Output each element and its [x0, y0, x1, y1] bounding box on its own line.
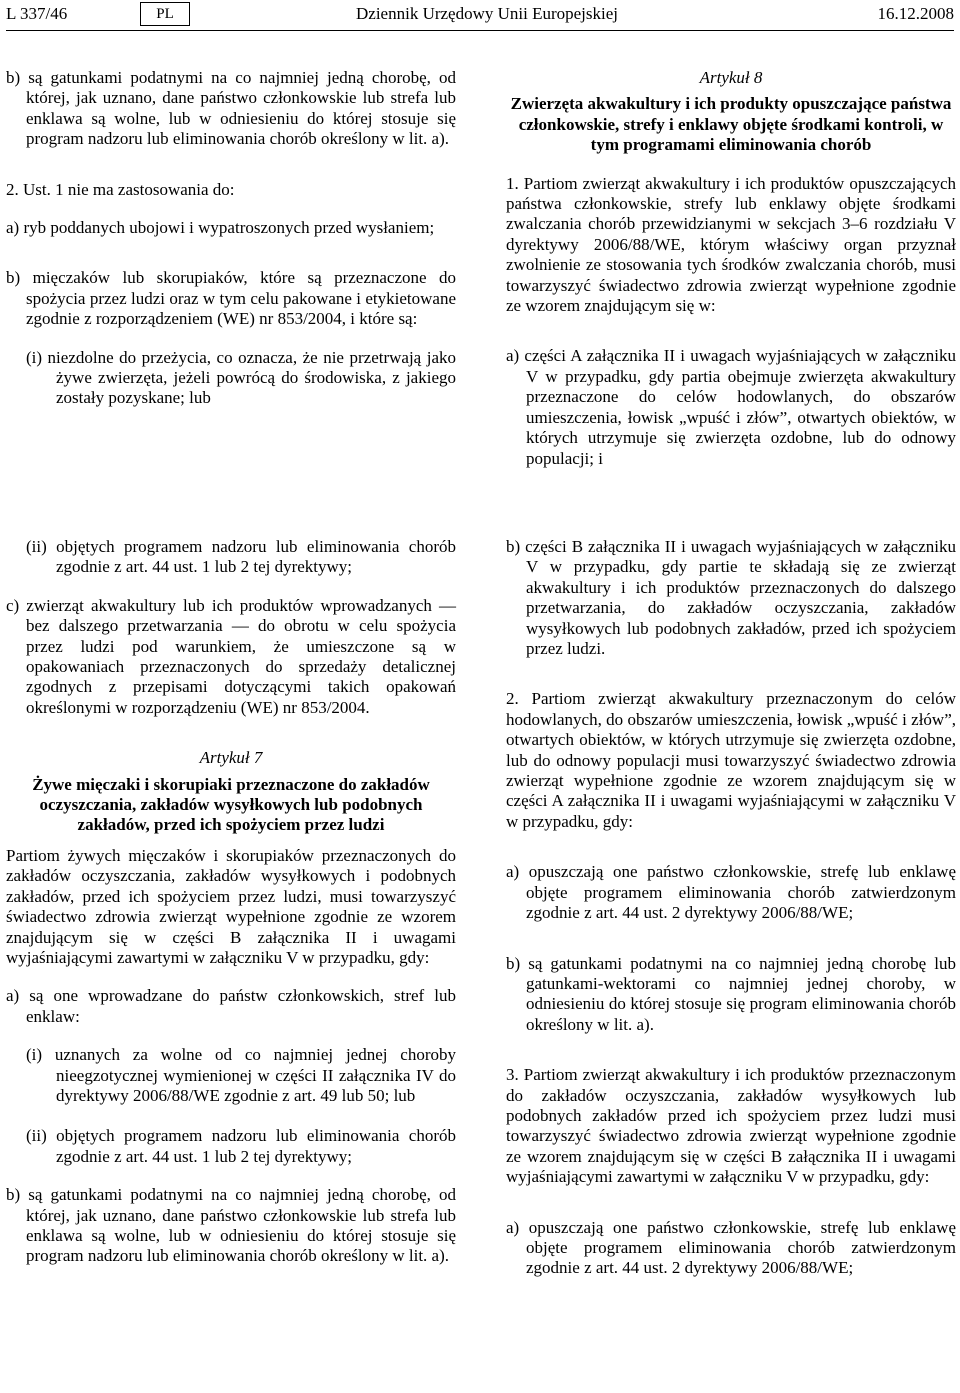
- journal-title: Dziennik Urzędowy Unii Europejskiej: [356, 4, 619, 23]
- point-b-text: b) są gatunkami podatnymi na co najmniej jedną chorobę lub gatunkami-wektorami co najmniej jednej choroby, w odniesieniu do której stosuje się program eliminowania chorób określony w lit. a).: [506, 953, 956, 1034]
- subpoint-i-text: (i) uznanych za wolne od co najmniej jednej choroby nieegzotycznej wymienionej w części II załącznika IV do dyrektywy 2006/88/WE zgodnie z art. 49 lub 50; lub: [26, 1045, 456, 1105]
- article-7-title: Artykuł 7: [199, 748, 263, 768]
- article-8-title: Artykuł 8: [699, 68, 763, 87]
- header-rule: [6, 30, 954, 31]
- point-a-text: a) ryb poddanych ubojowi i wypatroszonych przed wysłaniem;: [6, 218, 435, 238]
- subpoint-ii-text: (ii) objętych programem nadzoru lub eliminowania chorób zgodnie z art. 44 ust. 1 lub 2 tej dyrektywy;: [26, 537, 456, 577]
- right-column-bottom: [506, 537, 956, 1279]
- article-7-heading: Żywe mięczaki i skorupiaki przeznaczone do zakładów oczyszczania, zakładów wysyłkowych lub podobnych zakładów, przed ich spożyciem przez ludzi: [32, 774, 430, 835]
- paragraph-2: 2. Partiom zwierząt akwakultury przeznaczonym do celów hodowlanych, do obszarów umieszczenia, łowisk „wpuść i złów”, otwartych obiektów, w których utrzymuje się zwierzęta ozdobne, lub do odnowy populacji musi towarzyszyć świadectwo zdrowia zwierząt wypełnione zgodnie ze wzorem znajdującym się w części A załącznika II i uwagami wyjaśniającymi w załączniku V w przypadku, gdy:: [506, 689, 956, 831]
- point-b-text: b) części B załącznika II i uwagach wyjaśniających w załączniku V w przypadku, gdy partie te składają się ze zwierząt akwakultury i ich produktów przeznaczonych do dalszego przetwarzania, do zakładów oczyszczania, zakładów wysyłkowych lub podobnych zakładów, przed ich spożyciem przez ludzi.: [506, 537, 956, 659]
- right-column-top: [506, 68, 956, 469]
- subpoint-i-text: (i) niezdolne do przeżycia, co oznacza, że nie przetrwają jako żywe zwierzęta, jeżeli powrócą do środowiska, z jakiego zostały pozyskane; lub: [26, 347, 456, 408]
- point-a-text: a) są one wprowadzane do państw członkowskich, stref lub enklaw:: [6, 986, 456, 1026]
- page-header: [6, 2, 954, 24]
- paragraph-1: 1. Partiom zwierząt akwakultury i ich produktów opuszczających państwa członkowskie, strefy lub enklawy objęte środkami zwalczania chorób przewidzianymi w sekcjach 3–6 rozdziału V dyrektywy 2006/88/WE, którym właściwy organ przyznał zwolnienie ze stosowania tych środków zwalczania chorób, musi towarzyszyć świadectwo zdrowia zwierząt wypełnione zgodnie ze wzorem znajdującym się w:: [506, 173, 956, 316]
- point-b-text: b) mięczaków lub skorupiaków, które są przeznaczone do spożycia przez ludzi oraz w tym celu pakowane i etykietowane zgodnie z rozporządzeniem (WE) nr 853/2004, i które są:: [6, 268, 456, 329]
- article-8-heading: Zwierzęta akwakultury i ich produkty opuszczające państwa członkowskie, strefy i enklawy objęte środkami kontroli, w tym programami eliminowania chorób: [510, 94, 952, 155]
- point-a-text: a) części A załącznika II i uwagach wyjaśniających w załączniku V w przypadku, gdy partia obejmuje zwierzęta akwakultury przeznaczone do celów hodowlanych, do obszarów umieszczenia, łowisk „wpuść i złów”, otwartych obiektów, w których utrzymuje się zwierzęta ozdobne, lub do odnowy populacji; i: [506, 346, 956, 468]
- article-7-body: Partiom żywych mięczaków i skorupiaków przeznaczonych do zakładów oczyszczania, zakładów wysyłkowych i podobnych zakładów, przed ich spożyciem przez ludzi, musi towarzyszyć świadectwo zdrowia zwierząt wypełnione zgodnie ze wzorem znajdującym się w części B załącznika II i uwagami wyjaśniającymi zawartymi w załączniku V w przypadku, gdy:: [6, 845, 456, 967]
- point-c-text: c) zwierząt akwakultury lub ich produktów wprowadzanych — bez dalszego przetwarzania — do obrotu w celu spożycia przez ludzi pod warunkiem, że umieszczone są w opakowaniach przeznaczonych do sprzedaży detalicznej zgodnych z przepisami dotyczącymi takich opakowań określonymi w rozporządzeniu (WE) nr 853/2004.: [6, 595, 456, 717]
- subpoint-ii-text: (ii) objętych programem nadzoru lub eliminowania chorób zgodnie z art. 44 ust. 1 lub 2 tej dyrektywy;: [26, 1126, 456, 1166]
- point-b-text: b) są gatunkami podatnymi na co najmniej jedną chorobę, od której, jak uznano, dane państwo członkowskie lub strefa lub enklawa są wolne, lub w odniesieniu do której stosuje się program nadzoru lub eliminowania chorób określony w lit. a).: [6, 68, 456, 149]
- point-a-text: a) opuszczają one państwo członkowskie, strefę lub enklawę objęte programem eliminowania chorób zatwierdzonym zgodnie z art. 44 ust. 2 dyrektywy 2006/88/WE;: [506, 1217, 956, 1278]
- page-number: L 337/46: [6, 4, 68, 23]
- left-column-top: [6, 68, 456, 409]
- publication-date: 16.12.2008: [877, 4, 954, 23]
- language-badge: PL: [140, 2, 190, 26]
- paragraph-2: 2. Ust. 1 nie ma zastosowania do:: [6, 179, 235, 199]
- point-a-text: a) opuszczają one państwo członkowskie, strefę lub enklawę objęte programem eliminowania chorób zatwierdzonym zgodnie z art. 44 ust. 2 dyrektywy 2006/88/WE;: [506, 862, 956, 923]
- paragraph-3: 3. Partiom zwierząt akwakultury i ich produktów przeznaczonym do zakładów oczyszczania, zakładów wysyłkowych lub podobnych zakładów przed ich spożyciem przez ludzi musi towarzyszyć świadectwo zdrowia zwierząt wypełnione zgodnie ze wzorem znajdującym się w części B załącznika II i uwagami wyjaśniającymi zawartymi w załączniku V w przypadku, gdy:: [506, 1065, 956, 1187]
- point-b-text: b) są gatunkami podatnymi na co najmniej jedną chorobę, od której, jak uznano, dane państwo członkowskie lub strefa lub enklawa są wolne, lub w odniesieniu do której stosuje się program nadzoru lub eliminowania chorób określony w lit. a).: [6, 1185, 456, 1266]
- left-column-bottom: [6, 537, 456, 1267]
